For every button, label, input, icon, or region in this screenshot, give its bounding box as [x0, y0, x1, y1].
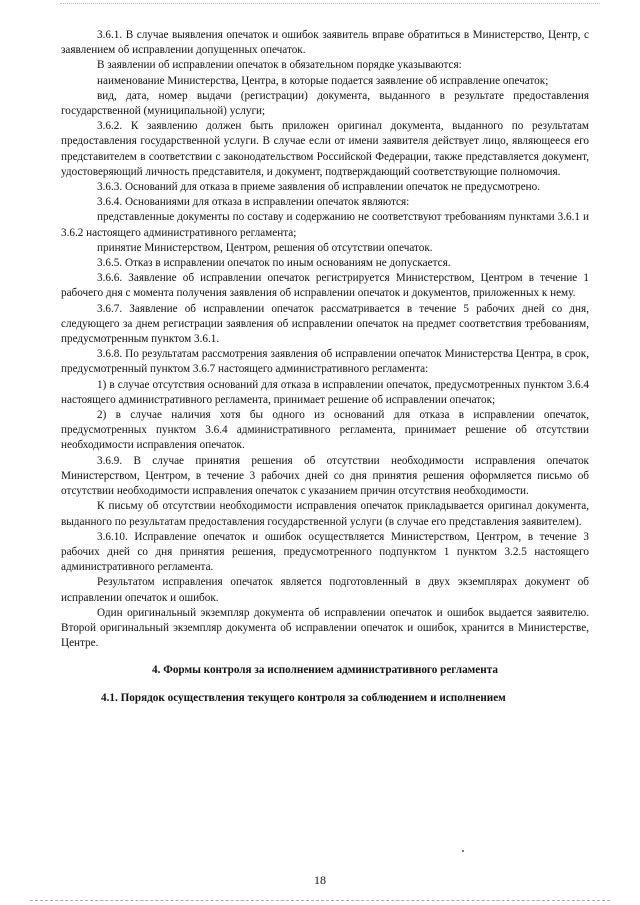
page-number: 18	[314, 873, 326, 887]
paragraph-refusal-reason-2: принятие Министерством, Центром, решения об отсутствии опечаток.	[97, 241, 433, 254]
subsection-heading: 4.1. Порядок осуществления текущего контроля за соблюдением и исполнением	[101, 691, 506, 704]
paragraph-3-6-1: 3.6.1. В случае выявления опечаток и ошибок заявитель вправе обратиться в Министерство, Центр, с заявлением об исправлении допущенных опечаток.	[61, 29, 589, 57]
paragraph-copies: Один оригинальный экземпляр документа об исправлении опечаток и ошибок выдается заявителю. Второй оригинальный экземпляр документа об исправлении опечаток и ошибок, хранится в Министерстве, Центре.	[61, 606, 589, 650]
paragraph-3-6-8: 3.6.8. По результатам рассмотрения заявления об исправлении опечаток Министерства Центра, в срок, предусмотренный пунктом 3.6.7 настоящего административного регламента:	[61, 348, 589, 376]
paragraph-3-6-10: 3.6.10. Исправление опечаток и ошибок осуществляется Министерством, Центром, в течение 3 рабочих дней со дня принятия решения, предусмотренного подпунктом 1 пунктом 3.2.5 настоящего административного регламента.	[61, 530, 589, 574]
scan-top-edge	[60, 3, 600, 4]
document-body	[61, 28, 589, 706]
paragraph-3-6-7: 3.6.7. Заявление об исправлении опечаток рассматривается в течение 5 рабочих дней со дня, следующего за днем регистрации заявления об исправлении опечаток на предмет соответствия требованиям, предусмотренным пунктом 3.6.1.	[61, 302, 589, 346]
scan-bottom-edge	[30, 900, 610, 901]
paragraph-decision-1: 1) в случае отсутствия оснований для отказа в исправлении опечаток, предусмотренных пунктом 3.6.4 настоящего административного регламента, принимает решение об исправлении опечаток;	[61, 378, 589, 406]
paragraph-decision-2: 2) в случае наличия хотя бы одного из оснований для отказа в исправлении опечаток, предусмотренных пунктом 3.6.4 административного регламента, принимает решение об отсутствии необходимости исправления опечаток.	[61, 409, 589, 452]
paragraph-3-6-9: 3.6.9. В случае принятия решения об отсутствии необходимости исправления опечаток Министерством, Центром, в течение 3 рабочих дней со дня принятия решения оформляется письмо об отсутствии необходимости исправления опечаток с указанием причин отсутствия необходимости.	[61, 454, 589, 498]
paragraph-3-6-3: 3.6.3. Оснований для отказа в приеме заявления об исправлении опечаток не предусмотрено.	[97, 181, 541, 194]
paragraph-refusal-reason-1: представленные документы по составу и содержанию не соответствуют требованиям пунктами 3.6.1 и 3.6.2 настоящего административного регламента;	[61, 211, 589, 239]
scan-speck	[462, 850, 464, 852]
paragraph-field-document: вид, дата, номер выдачи (регистрации) документа, выданного в результате предоставления государственной (муниципальной) услуги;	[61, 89, 589, 118]
section-heading: 4. Формы контроля за исполнением административного регламента	[152, 664, 498, 677]
paragraph-required-fields: В заявлении об исправлении опечаток в обязательном порядке указываются:	[97, 59, 462, 72]
paragraph-3-6-5: 3.6.5. Отказ в исправлении опечаток по иным основаниям не допускается.	[97, 257, 451, 270]
paragraph-result: Результатом исправления опечаток является подготовленный в двух экземплярах документ об исправлении опечаток и ошибок.	[61, 576, 589, 604]
paragraph-letter-attachment: К письму об отсутствии необходимости исправления опечаток прикладывается оригинал документа, выданного по результатам предоставления государственной услуги (в случае его представления заявителем).	[61, 500, 589, 528]
paragraph-field-name: наименование Министерства, Центра, в которые подается заявление об исправление опечаток;	[97, 74, 549, 87]
paragraph-3-6-2: 3.6.2. К заявлению должен быть приложен оригинал документа, выданного по результатам предоставления государственной услуги. В случае если от имени заявителя действует лицо, являющееся его представителем в соответствии с законодательством Российской Федерации, также представляется документ, удостоверяющий личность представителя, и документ, подтверждающий соответствующие полномочия.	[61, 120, 589, 178]
paragraph-3-6-4: 3.6.4. Основаниями для отказа в исправлении опечаток являются:	[97, 196, 410, 209]
paragraph-3-6-6: 3.6.6. Заявление об исправлении опечаток регистрируется Министерством, Центром в течение 1 рабочего дня с момента получения заявления об исправлении опечаток и документов, приложенных к нему.	[61, 272, 589, 300]
